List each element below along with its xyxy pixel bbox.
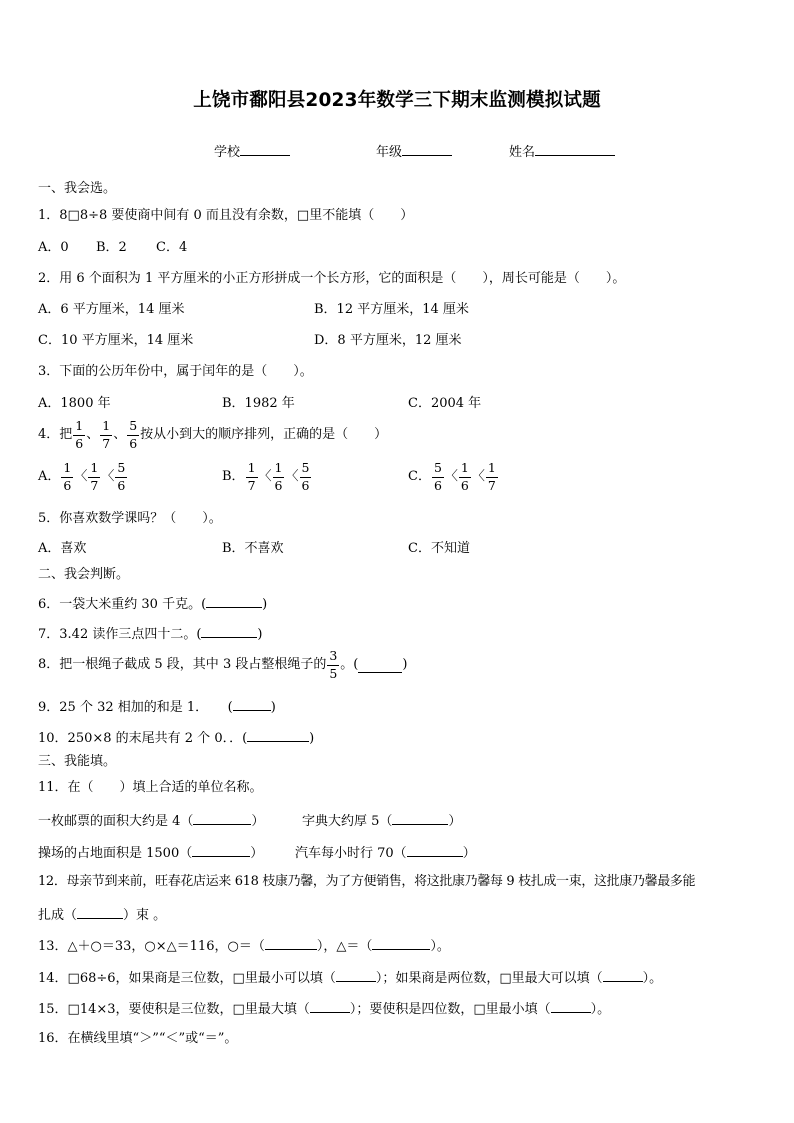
q1-option-b[interactable]: B．2 <box>96 240 127 255</box>
q5-text: 5．你喜欢数学课吗？（ ）。 <box>38 511 222 526</box>
section-3-heading: 三、我能填。 <box>38 754 117 769</box>
q15-max-blank[interactable] <box>310 998 350 1013</box>
q15-part-1: 15．□14×3，要使积是三位数，□里最大填（ <box>38 1002 310 1017</box>
q13-text <box>38 935 450 956</box>
q2-option-b[interactable]: B．12 平方厘米，14 厘米 <box>314 302 469 317</box>
q4-text <box>38 420 387 450</box>
q2-text: 2．用 6 个面积为 1 平方厘米的小正方形拼成一个长方形，它的面积是（ ），周长可能是（ ）。 <box>38 271 626 286</box>
q10-statement: 10．250×8 的末尾共有 2 个 0．．( <box>38 731 248 746</box>
school-blank[interactable] <box>240 141 290 156</box>
q14-text <box>38 967 662 988</box>
q4-suffix: 按从小到大的顺序排列，正确的是（ ） <box>140 427 388 442</box>
q11-car <box>295 842 476 863</box>
q15-text <box>38 998 610 1019</box>
q2-option-c[interactable]: C．10 平方厘米，14 厘米 <box>38 333 194 348</box>
q12-line-2 <box>38 904 166 925</box>
q4-option-c[interactable] <box>408 462 499 492</box>
q11-playground-close: ） <box>250 846 264 861</box>
q4-a-label: A． <box>38 469 61 484</box>
grade-label: 年级 <box>376 145 403 160</box>
q7-statement: 7．3.42 读作三点四十二。( <box>38 627 202 642</box>
q4-a-lt-2: 〈 <box>101 469 115 484</box>
q3-option-b[interactable]: B．1982 年 <box>222 396 295 411</box>
q4-c-lt-1: 〈 <box>444 469 458 484</box>
q11-playground <box>38 842 263 863</box>
q9-close: ) <box>270 700 276 715</box>
q4-b-frac-2: $\frac{1}{6}$ <box>274 460 283 493</box>
q4-b-lt-1: 〈 <box>258 469 272 484</box>
q14-part-2: ）；如果商是两位数，□里最大可以填（ <box>375 971 603 986</box>
q10-text <box>38 727 314 748</box>
grade-field <box>376 141 452 162</box>
q9-text <box>38 696 276 717</box>
section-2-heading: 二、我会判断。 <box>38 567 130 582</box>
school-field <box>214 141 290 162</box>
q11-stamp-close: ） <box>251 814 265 829</box>
q4-b-label: B． <box>222 469 245 484</box>
section-1-heading: 一、我会选。 <box>38 181 117 196</box>
q4-fraction-1: $\frac{1}{6}$ <box>75 418 84 451</box>
q6-text <box>38 593 267 614</box>
q8-suffix: 。( <box>340 657 359 672</box>
q11-dict-blank[interactable] <box>392 810 448 825</box>
q13-part-1: 13．△＋○＝33，○×△＝116，○＝（ <box>38 939 265 954</box>
q11-stamp-text: 一枚邮票的面积大约是 4（ <box>38 814 194 829</box>
q4-c-frac-1: $\frac{5}{6}$ <box>433 460 442 493</box>
q13-triangle-blank[interactable] <box>372 935 430 950</box>
q14-part-3: ）。 <box>642 971 663 986</box>
q5-option-c[interactable]: C．不知道 <box>408 541 470 556</box>
q12-line-1: 12．母亲节到来前，旺春花店运来 618 枝康乃馨，为了方便销售，将这批康乃馨每 9 枝扎成一束，这批康乃馨最多能 <box>38 874 696 889</box>
q4-c-frac-3: $\frac{1}{7}$ <box>487 460 496 493</box>
q10-close: ) <box>309 731 315 746</box>
q4-a-frac-2: $\frac{1}{7}$ <box>90 460 99 493</box>
q4-c-frac-2: $\frac{1}{6}$ <box>460 460 469 493</box>
q6-answer-blank[interactable] <box>206 593 262 608</box>
q11-playground-blank[interactable] <box>192 842 250 857</box>
q4-fraction-3: $\frac{5}{6}$ <box>129 418 138 451</box>
q1-text: 1．8□8÷8 要使商中间有 0 而且没有余数，□里不能填（ ） <box>38 208 414 223</box>
q16-text: 16．在横线里填“＞”“＜”或“＝”。 <box>38 1031 238 1046</box>
q8-answer-blank[interactable] <box>358 658 402 673</box>
school-label: 学校 <box>214 145 241 160</box>
q3-option-a[interactable]: A．1800 年 <box>38 396 111 411</box>
q3-option-c[interactable]: C．2004 年 <box>408 396 482 411</box>
q4-prefix: 4．把 <box>38 427 73 442</box>
q13-part-3: ）。 <box>430 939 450 954</box>
q11-dict <box>302 810 461 831</box>
q15-part-3: ）。 <box>590 1002 611 1017</box>
q4-c-lt-2: 〈 <box>471 469 485 484</box>
q4-b-frac-1: $\frac{1}{7}$ <box>247 460 256 493</box>
page-title: 上饶市鄱阳县2023年数学三下期末监测模拟试题 <box>193 90 601 111</box>
q4-a-frac-3: $\frac{5}{6}$ <box>117 460 126 493</box>
name-label: 姓名 <box>509 145 536 160</box>
q4-b-lt-2: 〈 <box>285 469 299 484</box>
q11-car-close: ） <box>462 846 476 861</box>
q4-sep-2: 、 <box>113 427 127 442</box>
q5-option-a[interactable]: A．喜欢 <box>38 541 87 556</box>
name-field <box>509 141 615 162</box>
q8-fraction: $\frac{3}{5}$ <box>329 648 338 681</box>
q5-option-b[interactable]: B．不喜欢 <box>222 541 284 556</box>
q8-text <box>38 650 407 680</box>
q11-playground-text: 操场的占地面积是 1500（ <box>38 846 193 861</box>
grade-blank[interactable] <box>402 141 452 156</box>
q4-c-label: C． <box>408 469 431 484</box>
q15-min-blank[interactable] <box>551 998 591 1013</box>
q1-option-c[interactable]: C．4 <box>156 240 188 255</box>
q14-min-blank[interactable] <box>336 967 376 982</box>
q12-suffix: ）束 。 <box>123 908 167 923</box>
name-blank[interactable] <box>535 141 615 156</box>
q8-close: ) <box>402 657 408 672</box>
q9-statement: 9．25 个 32 相加的和是 1． ( <box>38 700 233 715</box>
q7-text <box>38 623 263 644</box>
q1-option-a[interactable]: A．0 <box>38 240 69 255</box>
q3-text: 3．下面的公历年份中，属于闰年的是（ ）。 <box>38 364 313 379</box>
q11-dict-close: ） <box>448 814 462 829</box>
q7-answer-blank[interactable] <box>201 623 257 638</box>
q11-stamp-blank[interactable] <box>193 810 251 825</box>
q9-answer-blank[interactable] <box>233 696 271 711</box>
q13-circle-blank[interactable] <box>265 935 317 950</box>
q14-max-blank[interactable] <box>603 967 643 982</box>
q2-option-d[interactable]: D．8 平方厘米，12 厘米 <box>314 333 462 348</box>
q4-a-lt-1: 〈 <box>74 469 88 484</box>
q2-option-a[interactable]: A．6 平方厘米，14 厘米 <box>38 302 185 317</box>
q7-close: ) <box>257 627 263 642</box>
q11-stamp <box>38 810 264 831</box>
q15-part-2: ）；要使积是四位数，□里最小填（ <box>349 1002 551 1017</box>
q4-option-b[interactable] <box>222 462 312 492</box>
q13-part-2: ），△＝（ <box>316 939 373 954</box>
q11-car-text: 汽车每小时行 70（ <box>295 846 407 861</box>
q11-dict-text: 字典大约厚 5（ <box>302 814 393 829</box>
q4-fraction-2: $\frac{1}{7}$ <box>102 418 111 451</box>
q8-prefix: 8．把一根绳子截成 5 段，其中 3 段占整根绳子的 <box>38 657 327 672</box>
q4-option-a[interactable] <box>38 462 128 492</box>
q4-b-frac-3: $\frac{5}{6}$ <box>301 460 310 493</box>
q6-close: ) <box>262 597 268 612</box>
q10-answer-blank[interactable] <box>247 727 309 742</box>
q11-car-blank[interactable] <box>407 842 463 857</box>
q12-prefix: 扎成（ <box>38 908 78 923</box>
q12-answer-blank[interactable] <box>77 904 123 919</box>
q6-statement: 6．一袋大米重约 30 千克。( <box>38 597 207 612</box>
q14-part-1: 14．□68÷6，如果商是三位数，□里最小可以填（ <box>38 971 336 986</box>
q4-sep-1: 、 <box>86 427 100 442</box>
q11-text: 11．在（ ）填上合适的单位名称。 <box>38 780 263 795</box>
q4-a-frac-1: $\frac{1}{6}$ <box>63 460 72 493</box>
